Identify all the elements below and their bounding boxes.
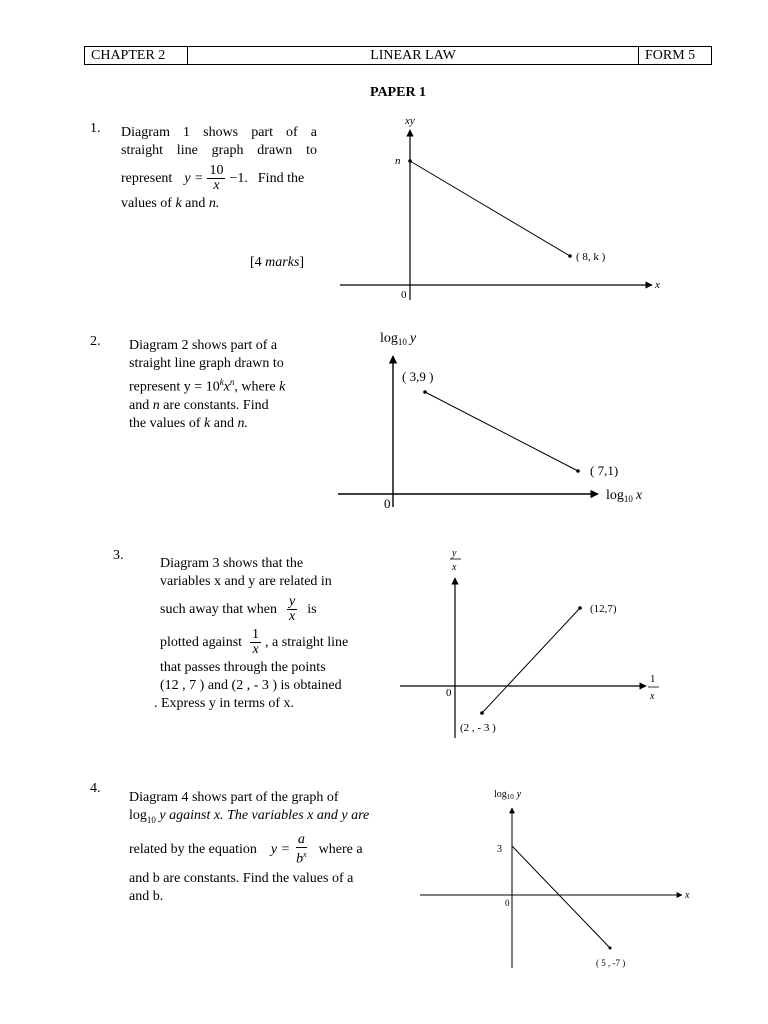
d3-point-2 [480,711,484,715]
q3-line-3: such away that when $\frac{y}{x}$ is [160,594,317,624]
d3-y-label-den: x [452,562,457,573]
q3-line-5: that passes through the points [160,660,326,675]
question-2-text [129,337,319,433]
d3-point-2-label: (2 , - 3 ) [460,722,496,734]
question-4-text [129,789,399,906]
q3-line-7: . Express y in terms of x. [154,696,294,711]
q3-line-1: Diagram 3 shows that the [160,556,304,571]
form-label: FORM 5 [638,47,711,64]
q3-line-4: plotted against $\frac{1}{x}$ , a straight line [160,627,349,657]
d1-origin: 0 [401,289,407,301]
q3-line-6: (12 , 7 ) and (2 , - 3 ) is obtained [160,678,342,693]
q4-line-3: related by the equation y = $\frac{a}{b^x}$ where a [129,831,363,867]
q2-line-3: represent $y = 10^kx^n$, where k [129,377,286,395]
d4-intercept-label: 3 [497,844,502,855]
question-4-number: 4. [90,781,101,796]
topic-label: LINEAR LAW [370,47,456,63]
d2-point-2 [576,469,580,473]
d3-y-label-num: y [452,548,457,559]
question-3-text [154,555,370,713]
diagram-2-graph [330,322,660,512]
d4-line [512,846,610,948]
d4-origin: 0 [505,898,510,908]
q1-line-1: Diagram 1 shows part of a [121,125,317,140]
d3-x-label-num: 1 [650,673,656,685]
q1-line-2: straight line graph drawn to [121,143,317,158]
question-1-text [121,124,317,213]
q1-line-4: values of k and n. [121,196,220,211]
d4-x-label: x [685,890,690,901]
chapter-label: CHAPTER 2 [85,47,188,64]
d4-end-point [609,947,612,950]
q2-line-4: and n are constants. Find [129,397,269,413]
d2-x-label: $\log_{10} x$ [606,488,643,504]
q4-line-2: $\log_{10} y$ against x. The variables x and y are [129,808,370,825]
d2-y-label: $\log_{10} y$ [380,331,417,347]
d2-point-2-label: ( 7,1) [590,463,619,478]
d4-y-label: $\log_{10} y$ [494,789,522,801]
d3-origin: 0 [446,687,452,699]
d3-point-1-label: (12,7) [590,603,617,615]
d3-line [482,608,580,713]
question-1-number: 1. [90,121,101,136]
d1-y-label: xy [405,115,415,127]
q1-marks: [4 marks] [250,255,305,270]
q4-line-4: and b are constants. Find the values of a [129,871,354,887]
diagram-1-graph [330,108,670,308]
question-3-number: 3. [113,548,124,563]
d2-point-1 [423,390,427,394]
d2-origin: 0 [384,496,391,511]
d1-end-point [568,254,572,258]
q2-line-1: Diagram 2 shows part of a [129,338,278,353]
d3-point-1 [578,606,582,610]
q1-line-3: represent y = $\frac{10}{x}$ −1. Find the [121,163,305,193]
q2-line-2: straight line graph drawn to [129,356,284,371]
d1-intercept-point [408,159,412,163]
d3-x-label-den: x [650,691,655,702]
question-2-number: 2. [90,334,101,349]
d1-point-label: ( 8, k ) [576,251,606,263]
d2-point-1-label: ( 3,9 ) [402,369,434,384]
q3-fraction-2: $\frac{1}{x}$ [252,627,260,657]
q1-fraction: $\frac{10}{x}$ [209,163,224,193]
d1-x-label: x [655,279,660,291]
q2-line-5: the values of k and n. [129,415,248,431]
diagram-3-graph [392,542,672,742]
d4-point-label: ( 5 , -7 ) [596,958,626,968]
paper-title: PAPER 1 [369,85,427,100]
chapter-header [84,46,712,65]
diagram-4-graph [412,780,702,980]
q4-line-5: and b. [129,889,164,905]
q3-line-2: variables x and y are related in [160,574,332,589]
d1-intercept-label: n [395,155,401,167]
d2-line [425,392,578,471]
q4-line-1: Diagram 4 shows part of the graph of [129,790,339,805]
q3-fraction-1: $\frac{y}{x}$ [289,594,296,624]
d1-line [410,161,570,256]
q4-fraction: $\frac{a}{b^x}$ [296,831,307,867]
